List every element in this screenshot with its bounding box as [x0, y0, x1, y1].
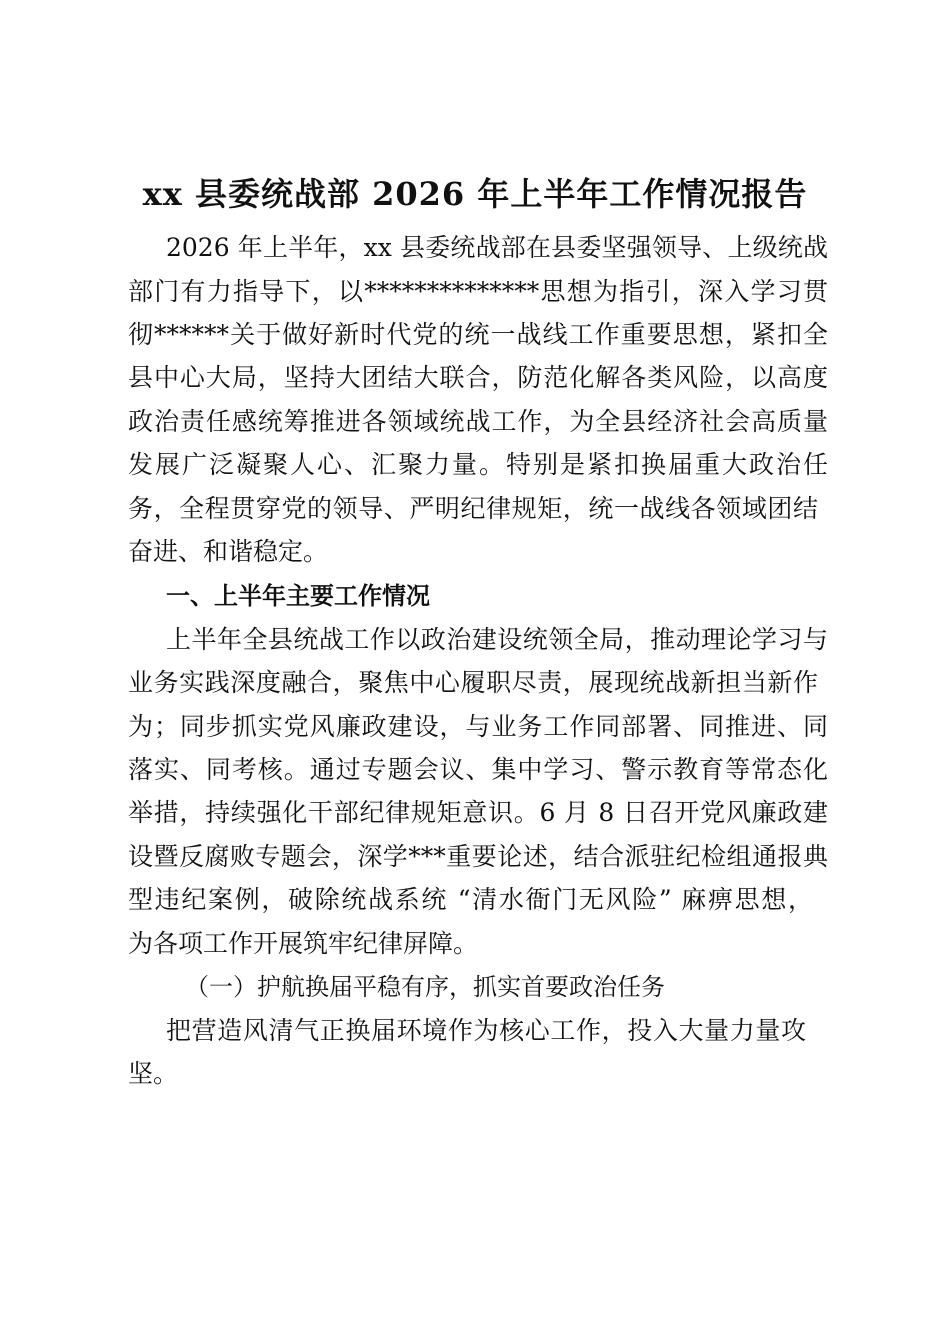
section-line: 为；同步抓实党风廉政建设，与业务工作同部署、同推进、同: [128, 712, 828, 741]
intro-line: 2026 年上半年，xx 县委统战部在县委坚强领导、上级统战: [166, 233, 828, 262]
section-line: 型违纪案例，破除统战系统 “清水衙门无风险” 麻痹思想，: [128, 885, 813, 914]
subsection-line: 把营造风清气正换届环境作为核心工作，投入大量力量攻: [166, 1016, 806, 1045]
intro-line: 部门有力指导下，以**************思想为指引，深入学习贯: [128, 277, 828, 306]
intro-line: 政治责任感统筹推进各领域统战工作，为全县经济社会高质量: [128, 407, 828, 436]
section-line: 举措，持续强化干部纪律规矩意识。6 月 8 日召开党风廉政建: [128, 798, 828, 827]
subsection-heading: （一）护航换届平稳有序，抓实首要政治任务: [185, 973, 665, 1001]
subsection-line: 坚。: [128, 1059, 179, 1088]
intro-line: 奋进、和谐稳定。: [128, 537, 329, 566]
section-heading: 一、上半年主要工作情况: [166, 582, 430, 610]
section-line: 为各项工作开展筑牢纪律屏障。: [128, 929, 479, 958]
intro-line: 务，全程贯穿党的领导、严明纪律规矩，统一战线各领域团结: [128, 494, 818, 523]
section-line: 落实、同考核。通过专题会议、集中学习、警示教育等常态化: [128, 755, 828, 784]
document-title: xx 县委统战部 2026 年上半年工作情况报告: [142, 175, 808, 213]
section-line: 设暨反腐败专题会，深学***重要论述，结合派驻纪检组通报典: [128, 842, 828, 871]
intro-line: 彻******关于做好新时代党的统一战线工作重要思想，紧扣全: [128, 320, 828, 349]
intro-line: 发展广泛凝聚人心、汇聚力量。特别是紧扣换届重大政治任: [128, 450, 828, 479]
section-line: 上半年全县统战工作以政治建设统领全局，推动理论学习与: [166, 625, 828, 654]
section-line: 业务实践深度融合，聚焦中心履职尽责，展现统战新担当新作: [128, 668, 818, 697]
intro-line: 县中心大局，坚持大团结大联合，防范化解各类风险，以高度: [128, 363, 828, 392]
